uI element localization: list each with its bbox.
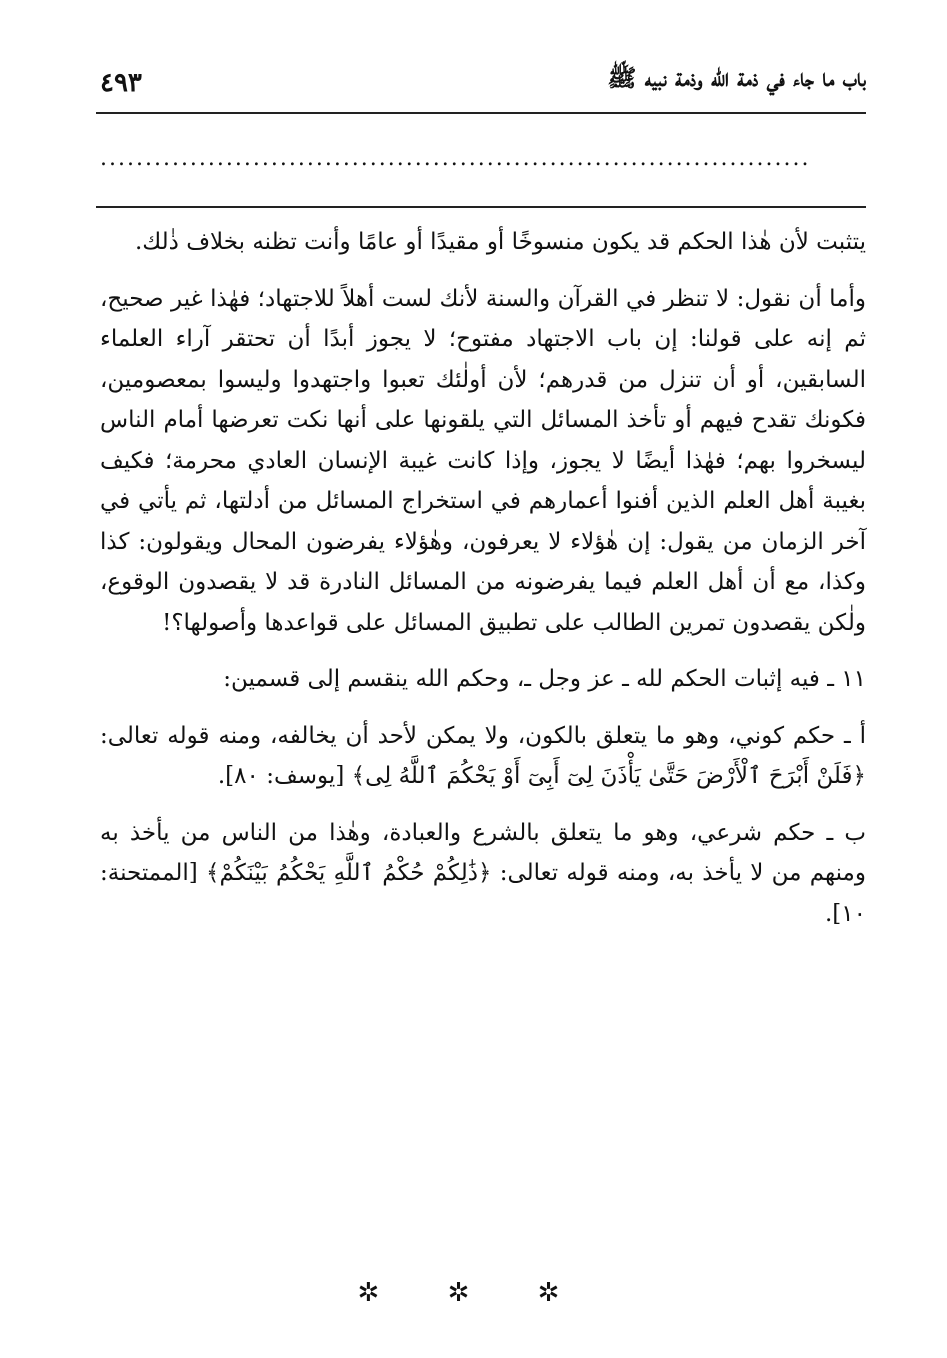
header-rule: [96, 112, 866, 114]
section-b-text: ب ـ حكم شرعي، وهو ما يتعلق بالشرع والعبادة، وهٰذا من الناس من يأخذ به ومنهم من لا يأخذ به، ومنه قوله تعالى:: [100, 819, 866, 886]
section-b-reference: [الممتحنة: ١٠].: [100, 860, 866, 927]
paragraph-2: وأما أن نقول: لا تنظر في القرآن والسنة لأنك لست أهلاً للاجتهاد؛ فهٰذا غير صحيح، ثم إنه على قولنا: إن باب الاجتهاد مفتوح؛ لا يجوز أبدًا أن تحتقر آراء العلماء السابقين، أو أن تنزل من قدرهم؛ لأن أولٰئك تعبوا واجتهدوا وليسوا بمعصومين، فكونك تقدح فيهم أو تأخذ المسائل التي يلقونها على أنها نكت تعرضها أمام الناس ليسخروا بهم؛ فهٰذا أيضًا لا يجوز، وإذا كانت غيبة الإنسان العادي محرمة؛ فكيف بغيبة أهل العلم الذين أفنوا أعمارهم في استخراج المسائل من أدلتها، ثم يأتي في آخر الزمان من يقول: إن هٰؤلاء لا يعرفون، وهٰؤلاء يفرضون المحال ويقولون: كذا وكذا، مع أن أهل العلم فيما يفرضونه من المسائل النادرة قد لا يقصدون الوقوع، ولٰكن يقصدون تمرين الطالب على تطبيق المسائل على قواعدها وأصولها؟!: [100, 285, 866, 636]
main-text: [100, 222, 866, 950]
section-a-text: أ ـ حكم كوني، وهو ما يتعلق بالكون، ولا يمكن لأحد أن يخالفه، ومنه قوله تعالى:: [100, 722, 866, 749]
section-rule: [96, 206, 866, 208]
end-ornament-stars: ✲ ✲ ✲: [357, 1278, 590, 1308]
paragraph-section-b: [100, 813, 866, 935]
footnote-separator-dots: ...............................................................................: [100, 146, 811, 171]
page-number: ٤٩٣: [100, 68, 142, 98]
page-header: [100, 48, 866, 98]
section-a-reference: [يوسف: ٨٠].: [217, 763, 352, 789]
paragraph-1: يتثبت لأن هٰذا الحكم قد يكون منسوخًا أو مقيدًا أو عامًا وأنت تظنه بخلاف ذٰلك.: [134, 229, 866, 255]
quran-verse-yusuf: ﴿فَلَنْ أَبْرَحَ ٱلْأَرْضَ حَتَّىٰ يَأْذَنَ لِىٓ أَبِىٓ أَوْ يَحْكُمَ ٱللَّهُ لِى﴾: [351, 763, 866, 789]
paragraph-3: ١١ ـ فيه إثبات الحكم لله ـ عز وجل ـ، وحكم الله ينقسم إلى قسمين:: [223, 666, 866, 692]
paragraph-section-a: [100, 716, 866, 797]
running-title: باب ما جاء في ذمة الله وذمة نبيه ﷺ: [607, 63, 866, 92]
quran-verse-mumtahina: ﴿ذَٰلِكُمْ حُكْمُ ٱللَّهِ يَحْكُمُ بَيْنَكُمْ﴾: [206, 860, 492, 886]
